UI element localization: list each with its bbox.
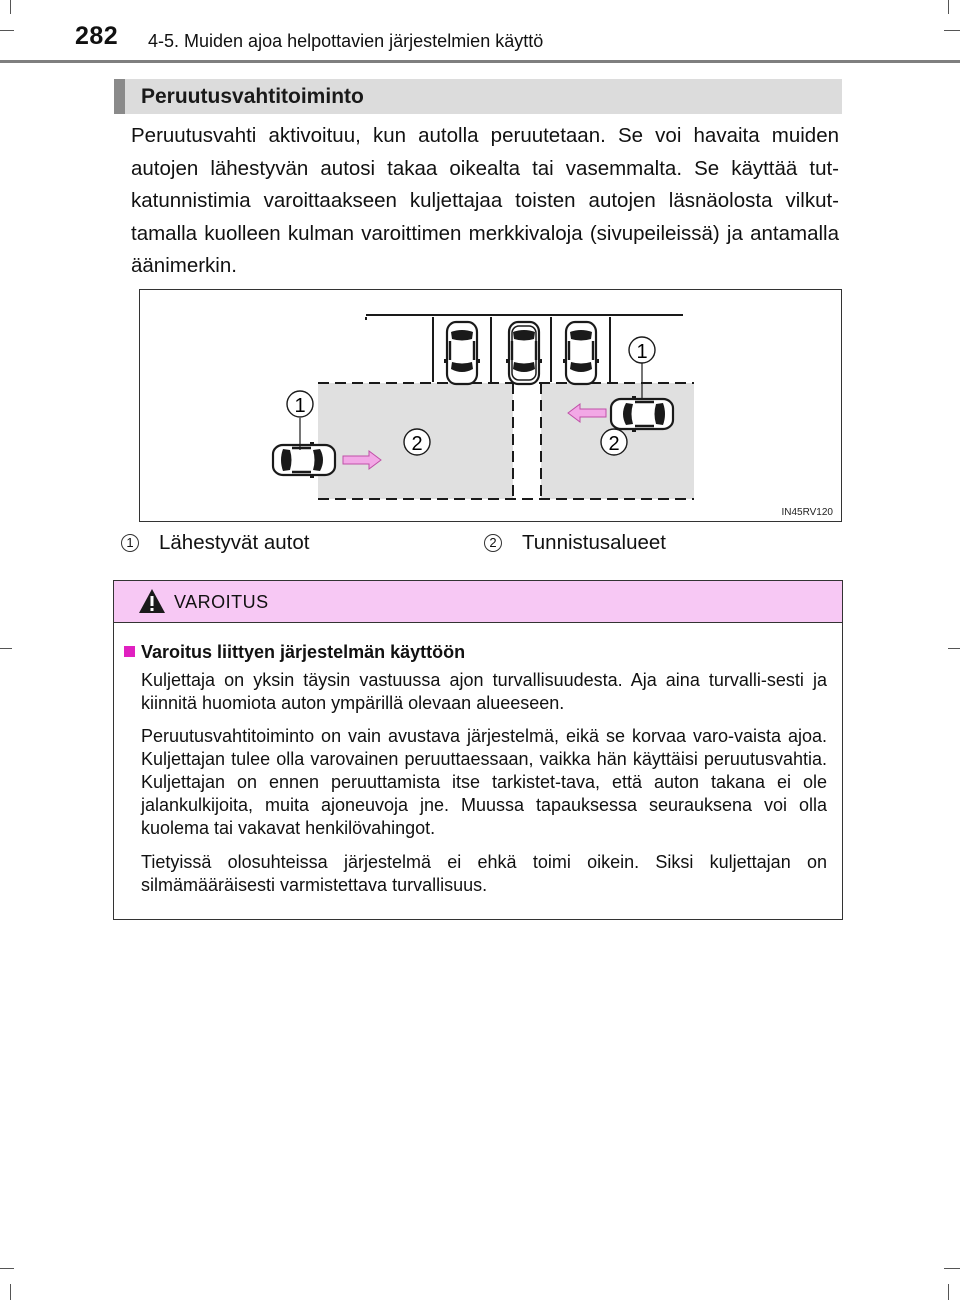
warning-box [113,580,843,920]
callout-1-right [629,337,655,363]
crop-mark [10,0,11,14]
warning-heading [124,642,465,663]
svg-text:1: 1 [636,341,648,363]
svg-text:2: 2 [608,433,620,455]
page-number: 282 [75,22,119,50]
warning-title: VAROITUS [174,592,269,612]
svg-text:1: 1 [294,395,306,417]
crop-mark [0,1268,14,1269]
approaching-car-right [611,396,673,432]
intro-paragraph: Peruutusvahti aktivoituu, kun autolla peruutetaan. Se voi havaita muiden autojen lähestyvän autosi takaa oikealta tai vasemmalta. Se käyttää tut-katunnistimia varoittaakseen kuljettajaa toisten autojen läsnäolosta vilkut-tamalla kuolleen kulman varoittimen merkkivaloja (sivupeileissä) ja antamalla äänimerkin. [131,124,839,277]
chapter-title: 4-5. Muiden ajoa helpottavien järjestelmien käyttö [148,31,544,51]
crop-mark [948,1284,949,1300]
warning-paragraph: Tietyissä olosuhteissa järjestelmä ei ehkä toimi oikein. Siksi kuljettajan on silmämääräisesti varmistettava turvallisuus. [141,852,827,895]
warning-header [114,581,842,623]
crop-mark [948,0,949,14]
legend-number: 2 [484,534,502,552]
svg-text:2: 2 [411,433,423,455]
crop-mark [10,1284,11,1300]
crop-mark [0,30,14,31]
crop-mark [944,30,960,31]
crop-mark [944,1268,960,1269]
legend-number: 1 [121,534,139,552]
figure-code: IN45RV120 [781,507,833,518]
parking-diagram [139,289,842,522]
callout-2-right [601,429,627,455]
section-title: Peruutusvahtitoiminto [141,85,364,108]
warning-paragraph: Kuljettaja on yksin täysin vastuussa ajon turvallisuudesta. Aja aina turvalli-sesti ja kiinnitä huomiota auton ympärillä olevaan alueeseen. [141,670,827,713]
header-rule [0,60,960,63]
warning-heading-text: Varoitus liittyen järjestelmän käyttöön [141,642,466,662]
legend-label: Tunnistusalueet [522,531,666,554]
legend-label: Lähestyvät autot [159,531,310,554]
crop-mark [0,648,12,649]
parked-car [563,322,599,384]
callout-2-left [404,429,430,455]
bullet-square-icon [124,646,135,657]
parked-car [444,322,480,384]
section-title-bar [114,79,842,114]
approaching-car-left [273,442,335,478]
callout-1-left [287,391,313,417]
warning-paragraph: Peruutusvahtitoiminto on vain avustava järjestelmä, eikä se korvaa varo-vaista ajoa. Kuljettajan tulee olla varovainen peruuttaessaan, vaikka hän käyttäisi peruutusvahtia. Kuljettajan on ennen peruuttamista itse tarkistet-tava, että auton takana ei ole jalankulkijoita, muita ajoneuvoja jne. Muussa tapauksessa seurauksena voi olla kuolema tai vakavat henkilövahingot. [141,726,827,838]
parking-diagram-svg [140,290,841,521]
crop-mark [948,648,960,649]
warning-triangle-icon [138,588,166,614]
